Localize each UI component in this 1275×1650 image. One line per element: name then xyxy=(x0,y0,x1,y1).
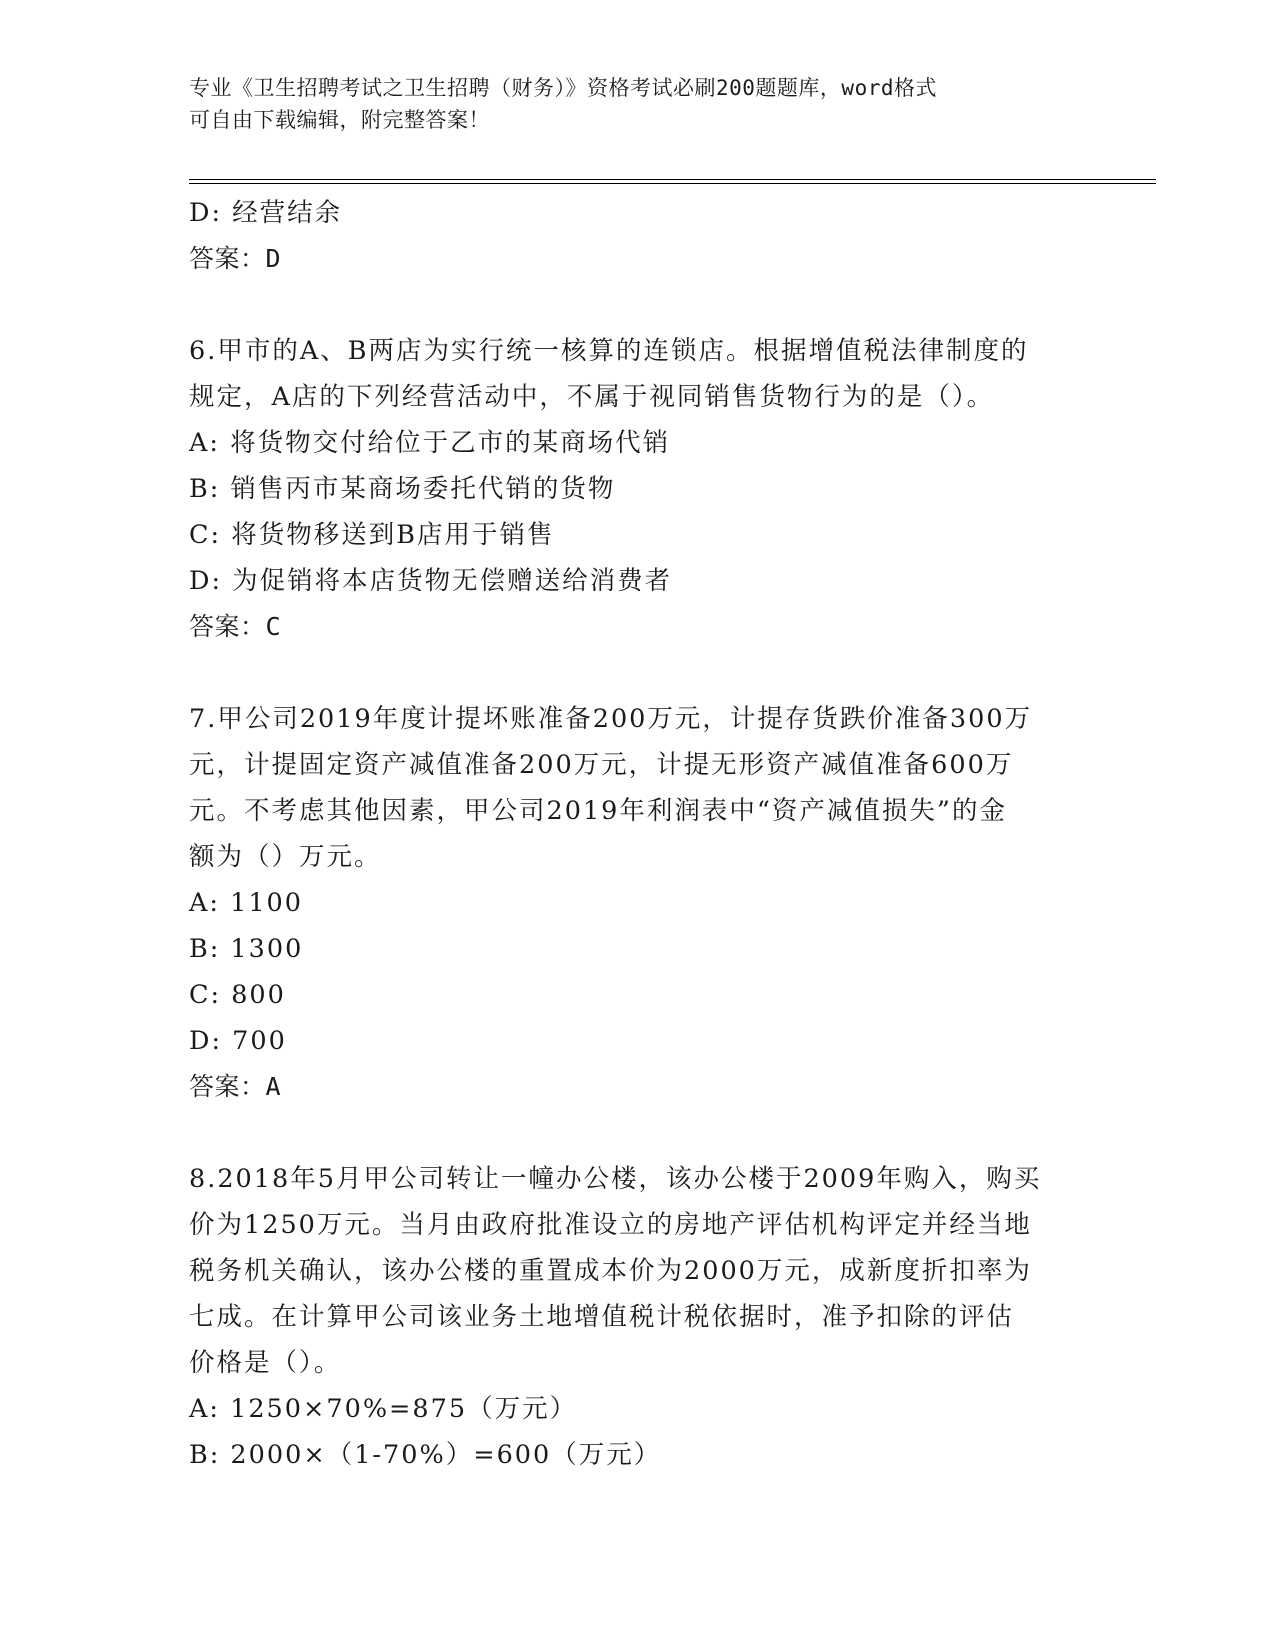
question-stem-line: 8.2018年5月甲公司转让一幢办公楼，该办公楼于2009年购入，购买 xyxy=(189,1164,1042,1194)
spacer xyxy=(189,282,1089,328)
question-stem-line: 七成。在计算甲公司该业务土地增值税计税依据时，准予扣除的评估 xyxy=(189,1302,1015,1332)
option-c: C: 800 xyxy=(189,980,286,1010)
option-b: B: 销售丙市某商场委托代销的货物 xyxy=(189,474,616,504)
option-d: D: 经营结余 xyxy=(189,198,343,228)
question-8 xyxy=(189,1156,1089,1478)
question-6 xyxy=(189,328,1089,650)
header-line-1: 专业《卫生招聘考试之卫生招聘（财务）》资格考试必刷200题题库，word格式 xyxy=(189,76,937,100)
question-stem-line: 7.甲公司2019年度计提坏账准备200万元，计提存货跌价准备300万 xyxy=(189,704,1033,734)
question-stem-line: 额为（）万元。 xyxy=(189,842,382,872)
question-7 xyxy=(189,696,1089,1110)
option-d: D: 为促销将本店货物无偿赠送给消费者 xyxy=(189,566,673,596)
header-line-2: 可自由下载编辑，附完整答案！ xyxy=(189,108,490,132)
header-divider-bottom xyxy=(189,183,1156,184)
question-content xyxy=(189,190,1089,1478)
answer-line: 答案：D xyxy=(189,244,282,273)
question-stem-line: 税务机关确认，该办公楼的重置成本价为2000万元，成新度折扣率为 xyxy=(189,1256,1032,1286)
option-c: C: 将货物移送到B店用于销售 xyxy=(189,520,555,550)
answer-line: 答案：C xyxy=(189,612,282,641)
question-stem-line: 元。不考虑其他因素，甲公司2019年利润表中“资产减值损失”的金 xyxy=(189,796,1007,826)
option-a: A: 1100 xyxy=(189,888,304,918)
question-stem-line: 价格是（）。 xyxy=(189,1348,342,1378)
option-a: A: 将货物交付给位于乙市的某商场代销 xyxy=(189,428,671,458)
question-stem-line: 6.甲市的A、B两店为实行统一核算的连锁店。根据增值税法律制度的 xyxy=(189,336,1029,366)
spacer xyxy=(189,650,1089,696)
question-5-tail xyxy=(189,190,1089,282)
question-stem-line: 价为1250万元。当月由政府批准设立的房地产评估机构评定并经当地 xyxy=(189,1210,1032,1240)
spacer xyxy=(189,1110,1089,1156)
question-stem-line: 元，计提固定资产减值准备200万元，计提无形资产减值准备600万 xyxy=(189,750,1014,780)
option-b: B: 1300 xyxy=(189,934,304,964)
document-header xyxy=(189,72,1089,136)
option-a: A: 1250×70%=875（万元） xyxy=(189,1394,578,1424)
header-divider-top xyxy=(189,179,1156,180)
option-b: B: 2000×（1-70%）=600（万元） xyxy=(189,1440,662,1470)
answer-line: 答案：A xyxy=(189,1072,282,1101)
option-d: D: 700 xyxy=(189,1026,287,1056)
question-stem-line: 规定，A店的下列经营活动中，不属于视同销售货物行为的是（）。 xyxy=(189,382,995,412)
